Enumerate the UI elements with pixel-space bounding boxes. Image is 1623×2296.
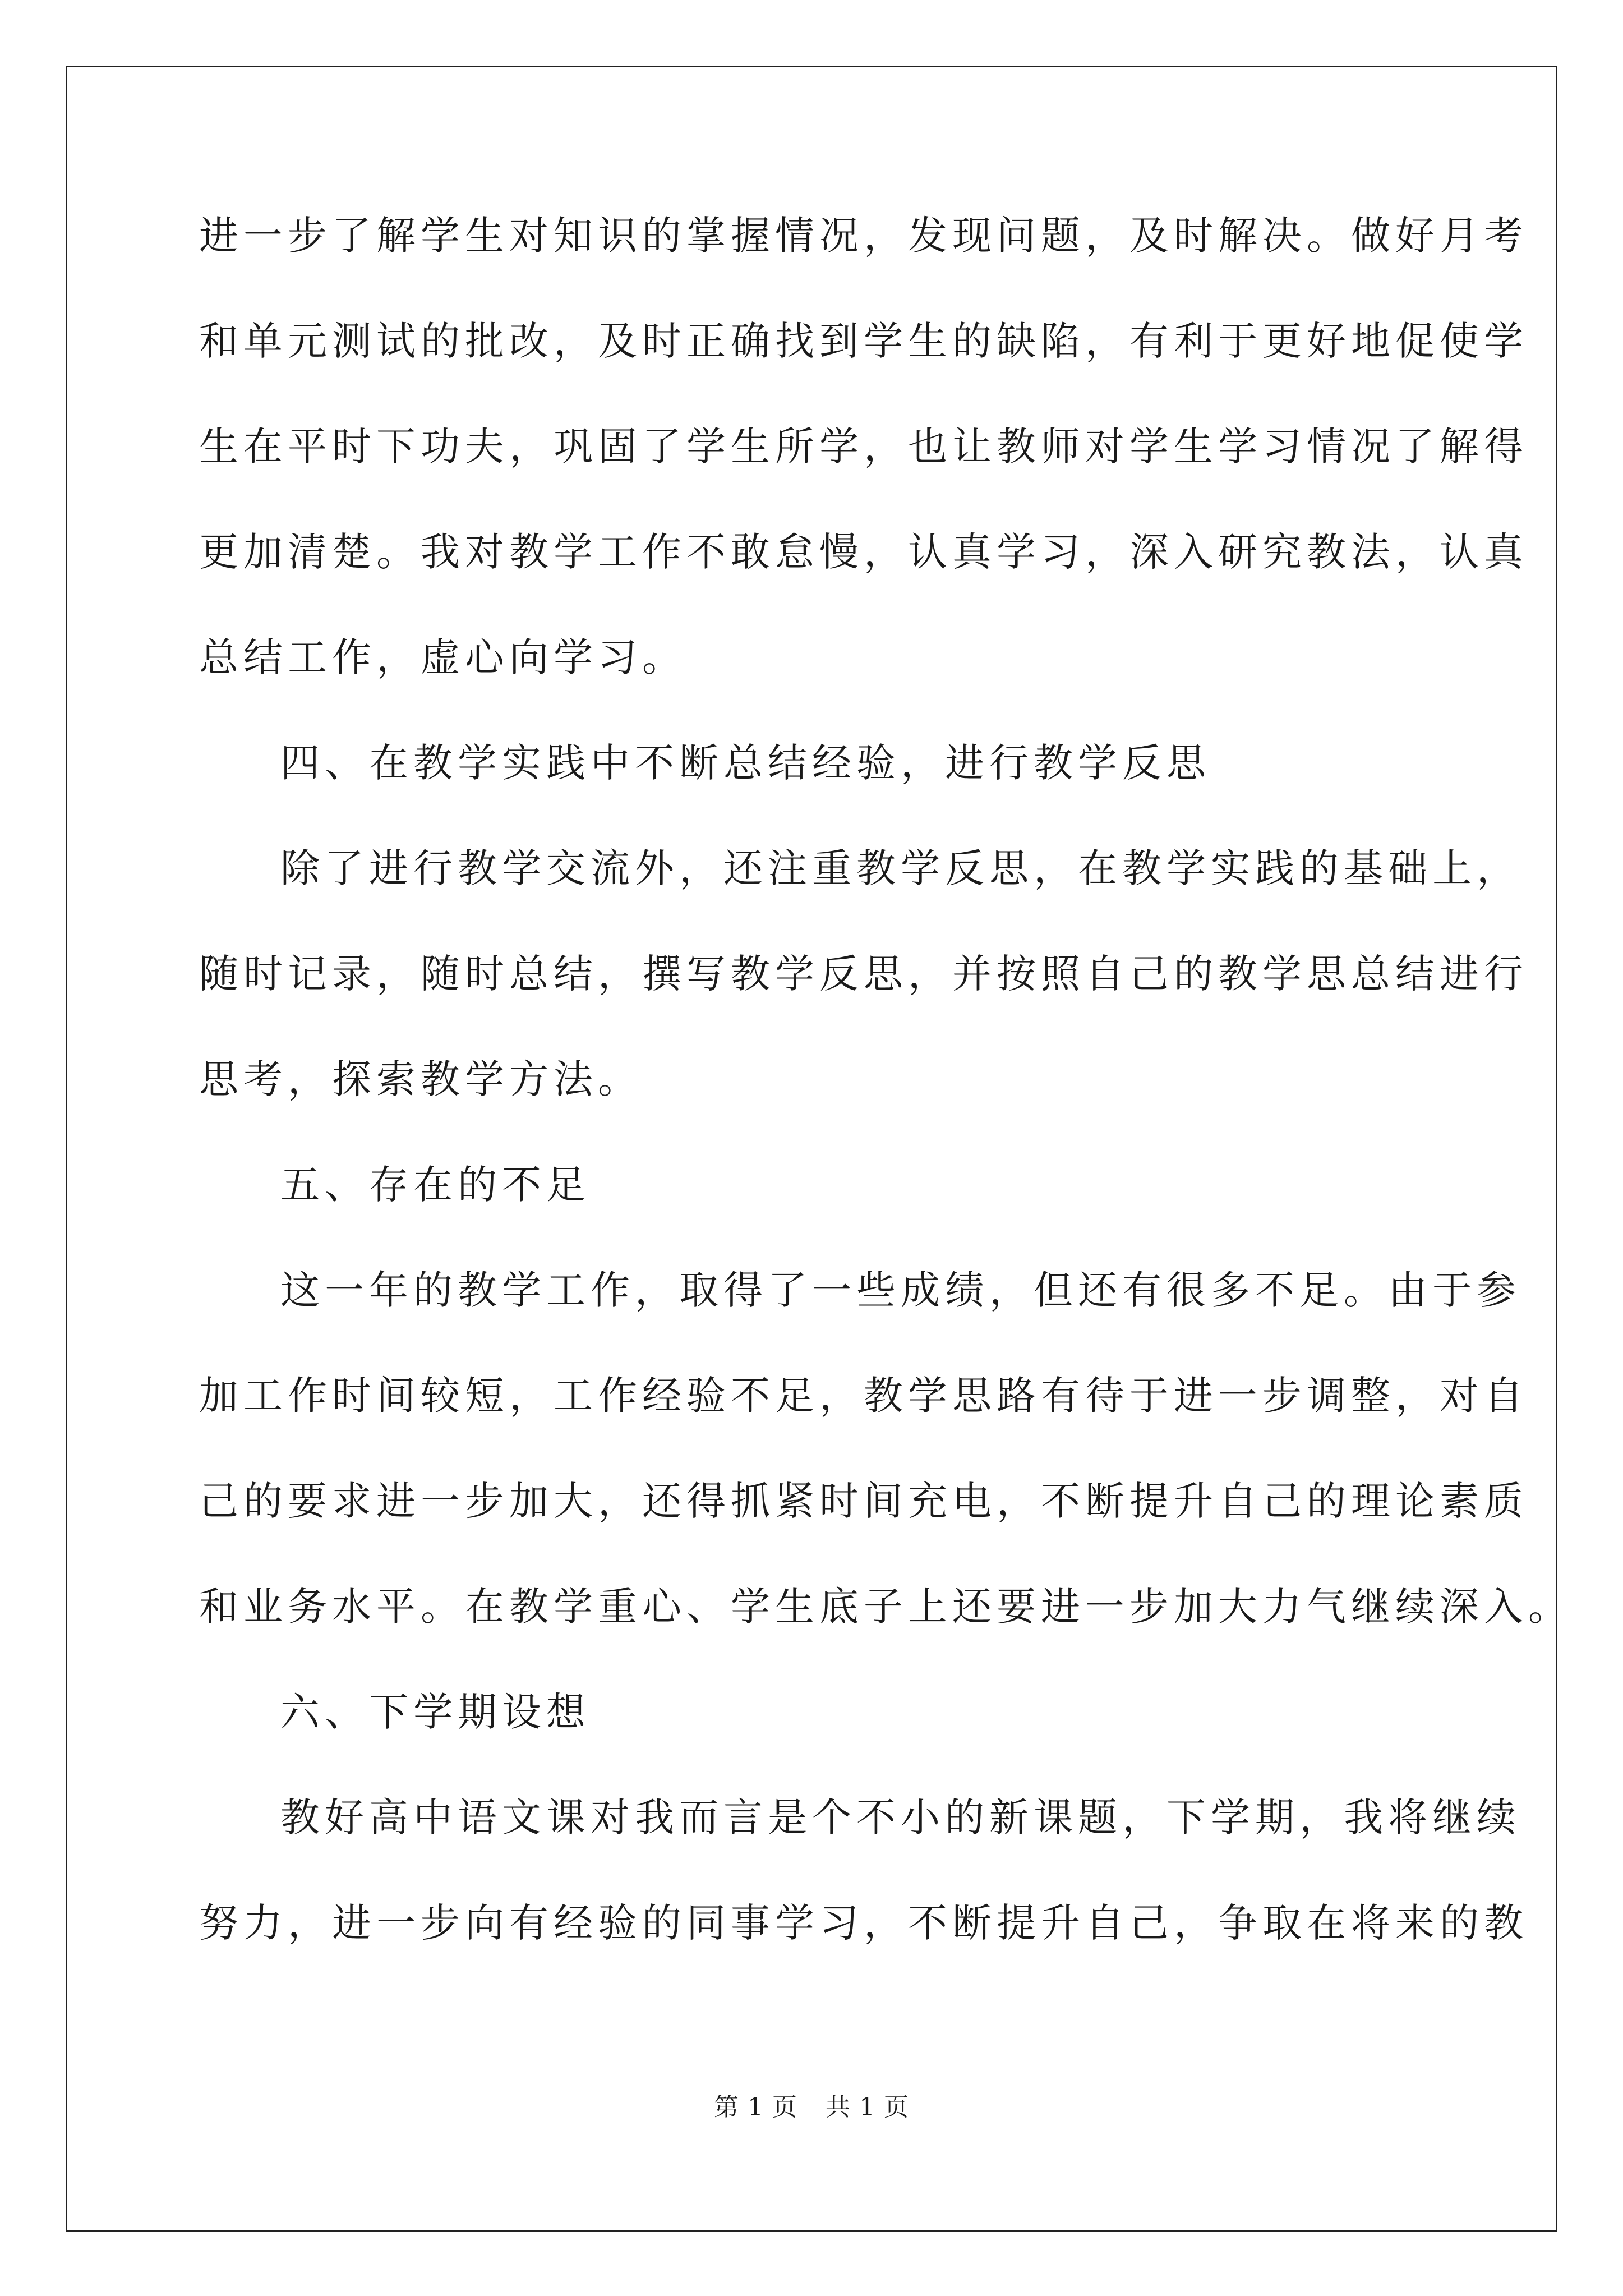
text-line-14: 和业务水平。在教学重心、学生底子上还要进一步加大力气继续深入。 — [199, 1584, 1573, 1630]
page-number: 第 1 页 — [714, 2093, 797, 2122]
text-line-2: 和单元测试的批改，及时正确找到学生的缺陷，有利于更好地促使学 — [199, 318, 1528, 364]
text-line-8: 随时记录，随时总结，撰写教学反思，并按照自己的教学思总结进行 — [199, 951, 1528, 997]
text-line-4: 更加清楚。我对教学工作不敢怠慢，认真学习，深入研究教法，认真 — [199, 529, 1528, 575]
page-total: 共 1 页 — [826, 2093, 909, 2122]
text-line-11: 这一年的教学工作，取得了一些成绩，但还有很多不足。由于参 — [280, 1267, 1521, 1313]
section-heading-5: 五、存在的不足 — [280, 1162, 591, 1208]
text-line-12: 加工作时间较短，工作经验不足，教学思路有待于进一步调整，对自 — [199, 1373, 1528, 1419]
text-line-1: 进一步了解学生对知识的掌握情况，发现问题，及时解决。做好月考 — [199, 213, 1528, 259]
text-line-17: 努力，进一步向有经验的同事学习，不断提升自己，争取在将来的教 — [199, 1900, 1528, 1946]
text-line-3: 生在平时下功夫，巩固了学生所学，也让教师对学生学习情况了解得 — [199, 424, 1528, 470]
text-line-13: 己的要求进一步加大，还得抓紧时间充电，不断提升自己的理论素质 — [199, 1478, 1528, 1524]
document-body — [199, 208, 1573, 2000]
text-line-5: 总结工作，虚心向学习。 — [199, 634, 686, 680]
section-heading-4: 四、在教学实践中不断总结经验，进行教学反思 — [280, 740, 1211, 786]
text-line-16: 教好高中语文课对我而言是个不小的新课题，下学期，我将继续 — [280, 1795, 1521, 1841]
page-footer — [0, 2087, 1623, 2123]
text-line-9: 思考，探索教学方法。 — [199, 1056, 642, 1102]
section-heading-6: 六、下学期设想 — [280, 1689, 591, 1735]
text-line-7: 除了进行教学交流外，还注重教学反思，在教学实践的基础上， — [280, 845, 1521, 891]
